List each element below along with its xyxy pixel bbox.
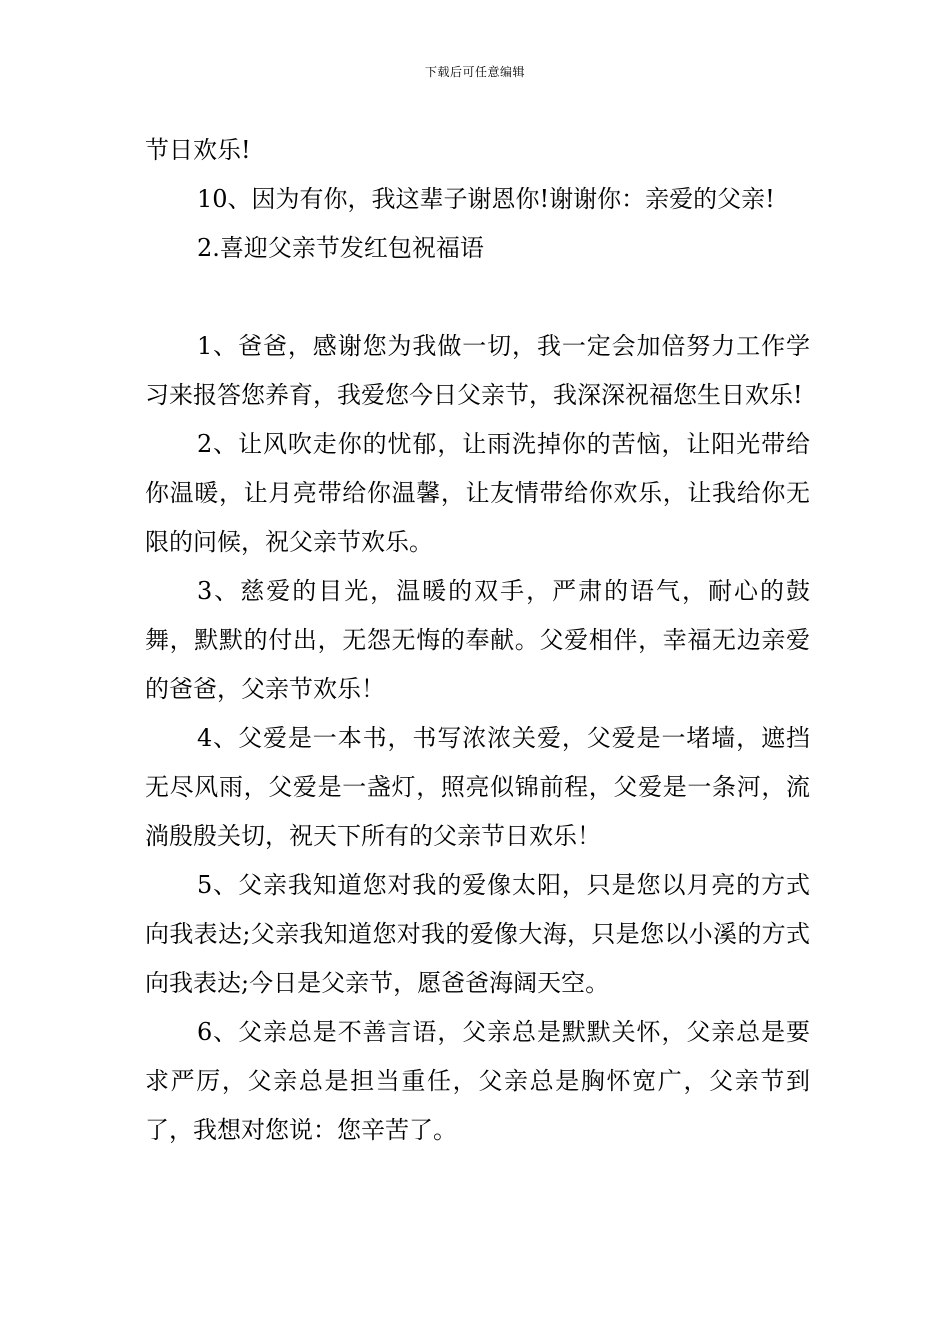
wish-item-5: 5、父亲我知道您对我的爱像太阳，只是您以月亮的方式向我表达;父亲我知道您对我的爱像大海，只是您以小溪的方式向我表达;今日是父亲节，愿爸爸海阔天空。 xyxy=(145,871,810,997)
page-header-note: 下载后可任意编辑 xyxy=(424,65,525,79)
wish-item-6: 6、父亲总是不善言语，父亲总是默默关怀，父亲总是要求严厉，父亲总是担当重任，父亲总是胸怀宽广，父亲节到了，我想对您说：您辛苦了。 xyxy=(145,1018,810,1144)
wish-item-1: 1、爸爸，感谢您为我做一切，我一定会加倍努力工作学习来报答您养育，我爱您今日父亲节，我深深祝福您生日欢乐! xyxy=(145,332,810,409)
wish-item-4: 4、父爱是一本书，书写浓浓关爱，父爱是一堵墙，遮挡无尽风雨，父爱是一盏灯，照亮似锦前程，父爱是一条河，流淌殷殷关切，祝天下所有的父亲节日欢乐！ xyxy=(145,724,810,850)
paragraph-continuation: 节日欢乐! xyxy=(145,136,251,164)
section-heading: 2.喜迎父亲节发红包祝福语 xyxy=(197,234,484,262)
document-body xyxy=(145,126,810,1155)
wish-item-10: 10、因为有你，我这辈子谢恩你!谢谢你：亲爱的父亲! xyxy=(197,185,775,213)
wish-item-3: 3、慈爱的目光，温暖的双手，严肃的语气，耐心的鼓舞，默默的付出，无怨无悔的奉献。父爱相伴，幸福无边亲爱的爸爸，父亲节欢乐！ xyxy=(145,577,810,703)
wish-item-2: 2、让风吹走你的忧郁，让雨洗掉你的苦恼，让阳光带给你温暖，让月亮带给你温馨，让友情带给你欢乐，让我给你无限的问候，祝父亲节欢乐。 xyxy=(145,430,810,556)
